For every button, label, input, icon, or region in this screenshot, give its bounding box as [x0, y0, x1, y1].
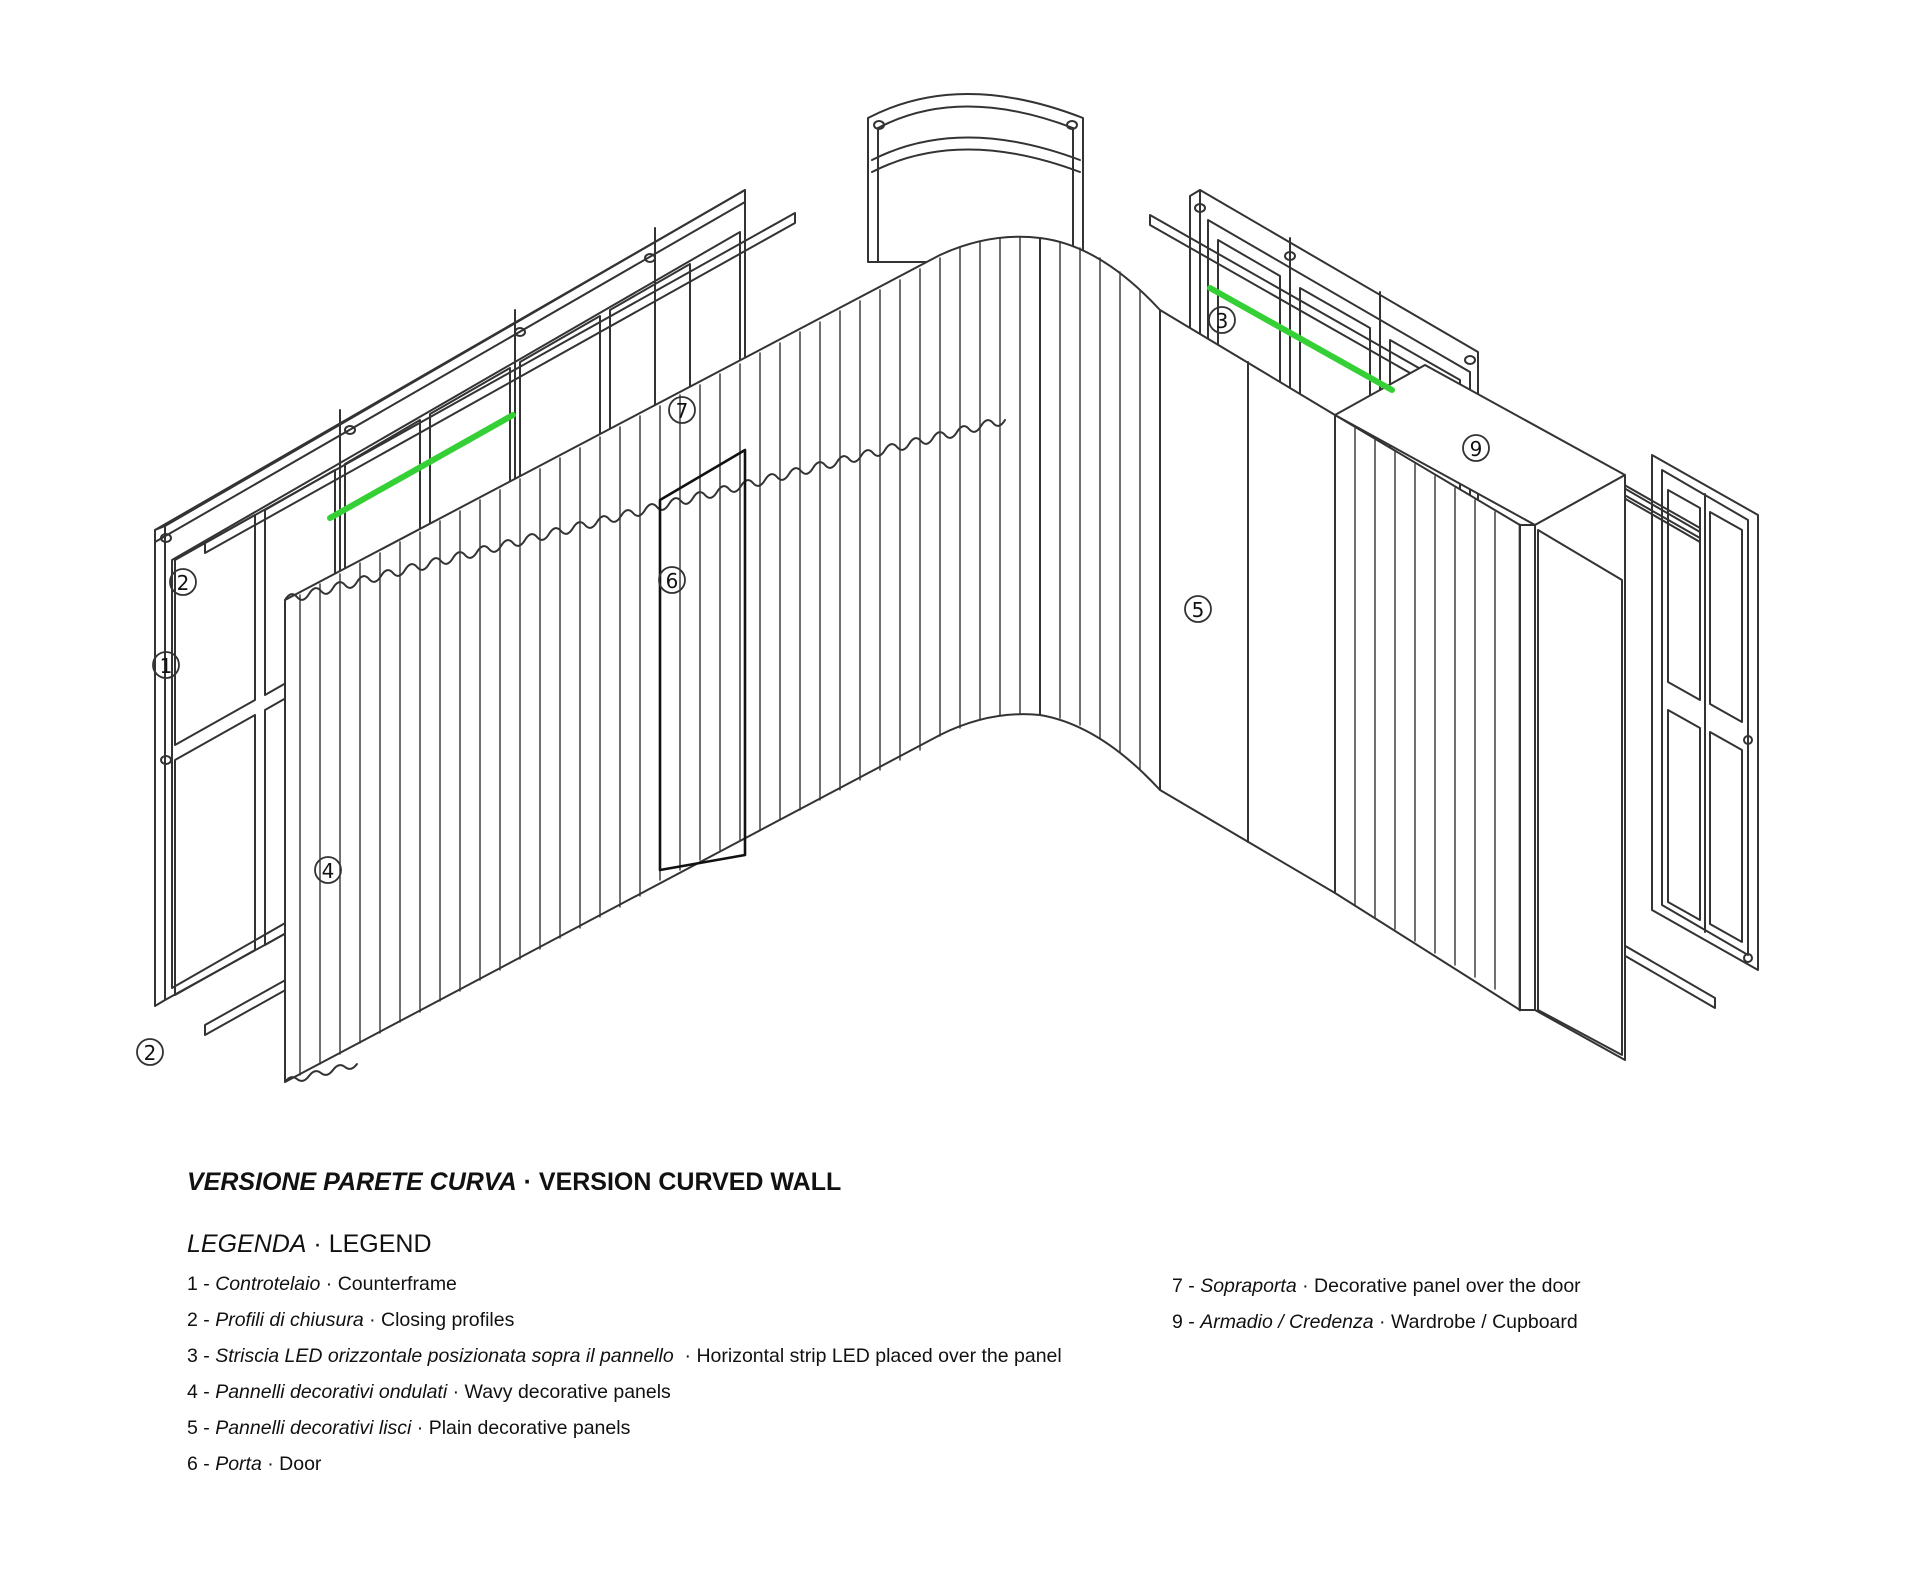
callout-label-4: 4 [321, 859, 335, 883]
legend-heading-italic: LEGENDA [187, 1230, 307, 1258]
callout-label-1: 1 [159, 654, 173, 678]
legend-list-left [187, 1266, 1062, 1482]
legend-item [1172, 1268, 1581, 1304]
title-italic: VERSIONE PARETE CURVA [187, 1168, 517, 1196]
legend-item [187, 1302, 1062, 1338]
wavy-panels-left [285, 237, 1040, 1082]
legend-en: Door [279, 1453, 322, 1475]
legend-en: Decorative panel over the door [1314, 1275, 1581, 1297]
callout-label-9: 9 [1469, 437, 1483, 461]
plain-panels-right [1160, 310, 1335, 893]
callout-label-7: 7 [675, 399, 689, 423]
legend-heading-regular: LEGEND [328, 1230, 432, 1258]
legend-sep: · [363, 1309, 382, 1331]
right-counterframe-front [1652, 455, 1758, 970]
legend-it: Sopraporta [1200, 1275, 1297, 1297]
legend-sep: · [447, 1381, 465, 1403]
legend-list-right [1172, 1268, 1581, 1340]
legend-sep: · [1296, 1275, 1315, 1297]
legend-prefix: 3 - [187, 1345, 216, 1367]
legend-it: Pannelli decorativi lisci [215, 1417, 412, 1439]
title-sep: · [516, 1168, 539, 1196]
legend-item [187, 1266, 1062, 1302]
legend-sep: · [1373, 1311, 1391, 1333]
legend-en: Counterframe [337, 1273, 457, 1295]
legend-item [1172, 1304, 1581, 1340]
callout-label-6: 6 [665, 569, 679, 593]
legend-sep: · [411, 1417, 429, 1439]
legend-it: Pannelli decorativi ondulati [215, 1381, 448, 1403]
legend-item [187, 1446, 1062, 1482]
legend-prefix: 5 - [187, 1417, 216, 1439]
legend-prefix: 4 - [187, 1381, 216, 1403]
legend-sep: · [320, 1273, 338, 1295]
legend-sep: · [673, 1345, 697, 1367]
legend-it: Striscia LED orizzontale posizionata sopra il pannello [215, 1345, 674, 1367]
legend-it: Controtelaio [215, 1273, 321, 1295]
legend-item [187, 1338, 1062, 1374]
legend-item [187, 1374, 1062, 1410]
legend-prefix: 9 - [1172, 1311, 1201, 1333]
title-regular: VERSION CURVED WALL [538, 1168, 842, 1196]
arch-frame [868, 94, 1083, 262]
legend-en: Wardrobe / Cupboard [1390, 1311, 1578, 1333]
diagram-title [187, 1168, 841, 1197]
legend-heading-sep: · [306, 1230, 329, 1258]
legend-en: Plain decorative panels [428, 1417, 631, 1439]
legend-it: Armadio / Credenza [1200, 1311, 1374, 1333]
legend-prefix: 7 - [1172, 1275, 1201, 1297]
legend-en: Horizontal strip LED placed over the panel [696, 1345, 1062, 1367]
callout-label-3: 3 [1215, 309, 1229, 333]
legend-prefix: 6 - [187, 1453, 216, 1475]
callout-label-2b: 2 [143, 1041, 157, 1065]
legend-heading [187, 1230, 432, 1259]
legend-it: Profili di chiusura [215, 1309, 364, 1331]
legend-item [187, 1410, 1062, 1446]
wavy-panels-right [1335, 415, 1520, 1010]
legend-en: Wavy decorative panels [464, 1381, 671, 1403]
legend-sep: · [261, 1453, 280, 1475]
legend-en: Closing profiles [381, 1309, 515, 1331]
legend-prefix: 2 - [187, 1309, 216, 1331]
callout-label-5: 5 [1191, 598, 1205, 622]
legend-it: Porta [215, 1453, 262, 1475]
callout-label-2a: 2 [176, 571, 190, 595]
legend-prefix: 1 - [187, 1273, 216, 1295]
